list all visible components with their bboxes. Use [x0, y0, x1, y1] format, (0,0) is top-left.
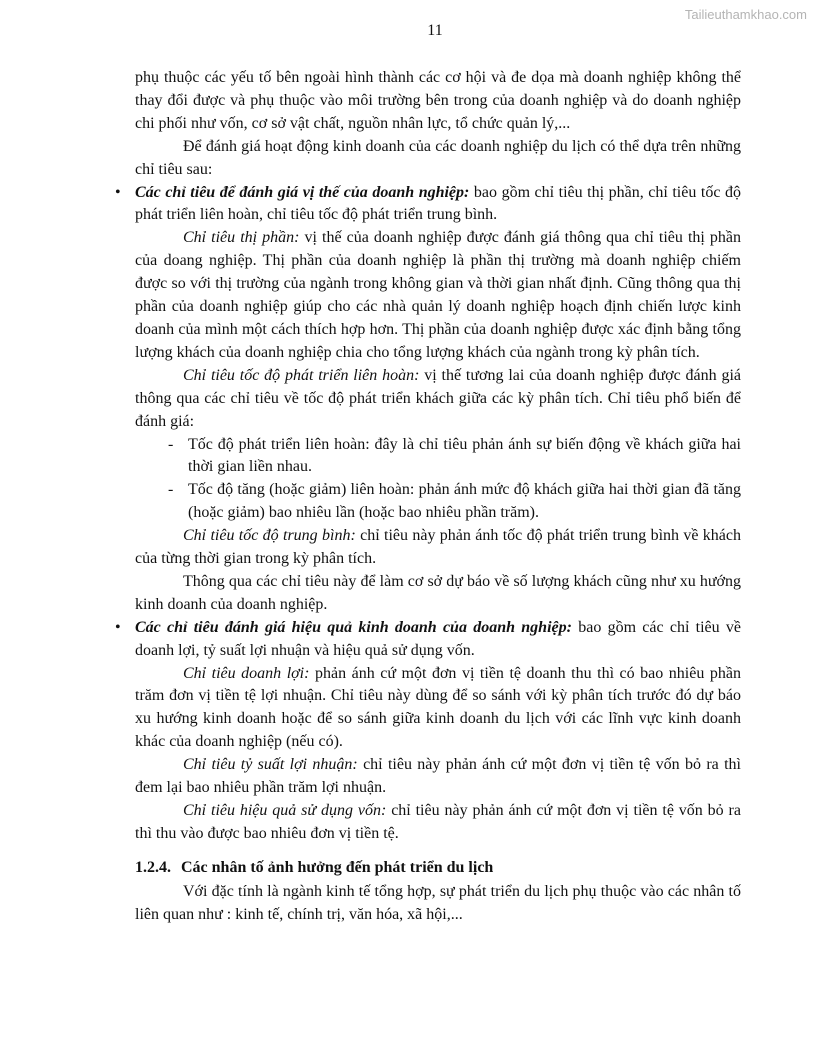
market-share-paragraph	[135, 227, 741, 364]
dash-marker: -	[168, 435, 174, 453]
bullet-icon: •	[115, 183, 121, 201]
forecast-paragraph: Thông qua các chỉ tiêu này để làm cơ sở dự báo về số lượng khách cũng như xu hướng kinh doanh của doanh nghiệp.	[135, 572, 741, 613]
section-number: 1.2.4.	[135, 858, 171, 876]
position-criteria-text: bao gồm chỉ tiêu thị phần, chỉ tiêu tốc độ phát triển liên hoàn, chỉ tiêu tốc độ phát triển trung bình.	[135, 183, 741, 224]
section-title: Các nhân tố ảnh hưởng đến phát triển du lịch	[181, 858, 494, 876]
market-share-text: vị thế của doanh nghiệp được đánh giá thông qua chỉ tiêu thị phần của doang nghiệp. Thị phần của doanh nghiệp là phần thị trường mà doanh nghiệp chiếm được so với thị trường của ngành trong không gian và thời gian nhất định. Cũng thông qua thị phần của doanh nghiệp giúp cho các nhà quản lý doanh nghiệp hoạch định chiến lược kinh doanh của mình một cách thích hợp hơn. Thị phần của doanh nghiệp được xác định bằng tổng lượng khách của doanh nghiệp chia cho tổng lượng khách của ngành trong kỳ phân tích.	[135, 229, 741, 361]
average-growth-paragraph	[135, 525, 741, 571]
capital-efficiency-text: chỉ tiêu này phản ánh cứ một đơn vị tiền tệ vốn bỏ ra thì thu vào được bao nhiêu đơn vị tiền tệ.	[135, 802, 741, 842]
efficiency-criteria-text: bao gồm các chỉ tiêu về doanh lợi, tỷ suất lợi nhuận và hiệu quả sử dụng vốn.	[135, 618, 741, 659]
page-number: 11	[427, 22, 443, 39]
document-body	[115, 67, 742, 927]
capital-efficiency-paragraph	[135, 800, 741, 846]
dash-marker: -	[168, 481, 174, 499]
profit-rate-paragraph	[135, 754, 741, 800]
intro-criteria-paragraph: Để đánh giá hoạt động kinh doanh của các doanh nghiệp du lịch có thể dựa trên những chỉ tiêu sau:	[135, 137, 741, 178]
dash-item-text: Tốc độ phát triển liên hoàn: đây là chỉ tiêu phản ánh sự biến động về khách giữa hai thời gian liền nhau.	[188, 435, 741, 476]
dash-list-item	[135, 479, 741, 525]
intro-paragraph: phụ thuộc các yếu tố bên ngoài hình thành các cơ hội và đe dọa mà doanh nghiệp không thể thay đổi được và phụ thuộc vào môi trường bên trong của doanh nghiệp và do doanh nghiệp chi phối như vốn, cơ sở vật chất, nguồn nhân lực, tổ chức quản lý,...	[135, 69, 741, 132]
position-criteria-item	[83, 182, 741, 228]
watermark: Tailieuthamkhao.com	[684, 7, 807, 22]
chain-growth-paragraph	[135, 365, 741, 434]
efficiency-criteria-item	[83, 617, 741, 663]
efficiency-criteria-title: Các chỉ tiêu đánh giá hiệu quả kinh doanh của doanh nghiệp:	[135, 618, 572, 636]
average-growth-label: Chỉ tiêu tốc độ trung bình:	[183, 527, 356, 545]
position-criteria-title: Các chỉ tiêu để đánh giá vị thế của doanh nghiệp:	[135, 183, 470, 201]
chain-growth-text: vị thế tương lai của doanh nghiệp được đánh giá thông qua các chỉ tiêu về tốc độ phát triển khách giữa các kỳ phân tích. Chỉ tiêu phổ biến để đánh giá:	[135, 366, 742, 430]
profit-rate-text: chỉ tiêu này phản ánh cứ một đơn vị tiền tệ vốn bỏ ra thì đem lại bao nhiêu phần trăm lợi nhuận.	[135, 756, 741, 797]
revenue-profit-paragraph	[135, 663, 741, 755]
average-growth-text: chỉ tiêu này phản ánh tốc độ phát triển trung bình về khách của từng thời gian trong kỳ phân tích.	[135, 527, 742, 568]
closing-paragraph: Với đặc tính là ngành kinh tế tổng hợp, sự phát triển du lịch phụ thuộc vào các nhân tố liên quan như : kinh tế, chính trị, văn hóa, xã hội,...	[135, 882, 741, 923]
section-heading	[135, 857, 741, 880]
chain-growth-label: Chỉ tiêu tốc độ phát triển liên hoàn:	[183, 366, 420, 384]
bullet-icon: •	[115, 618, 121, 636]
revenue-profit-text: phản ánh cứ một đơn vị tiền tệ doanh thu thì có bao nhiêu phần trăm đơn vị tiền tệ lợi nhuận. Chỉ tiêu này dùng để so sánh với kỳ phân tích trước đó dự báo xu hướng kinh doanh hoặc để so sánh giữa kinh doanh du lịch với các lĩnh vực kinh doanh khác của doanh nghiệp (nếu có).	[135, 664, 741, 751]
dash-item-text: Tốc độ tăng (hoặc giảm) liên hoàn: phản ánh mức độ khách giữa hai thời gian đã tăng (hoặc giảm) bao nhiêu lần (hoặc bao nhiêu phần trăm).	[188, 481, 741, 522]
dash-list-item	[135, 434, 741, 480]
profit-rate-label: Chỉ tiêu tỷ suất lợi nhuận:	[183, 756, 358, 774]
market-share-label: Chỉ tiêu thị phần:	[183, 229, 300, 247]
revenue-profit-label: Chỉ tiêu doanh lợi:	[183, 664, 310, 682]
capital-efficiency-label: Chỉ tiêu hiệu quả sử dụng vốn:	[183, 802, 387, 819]
